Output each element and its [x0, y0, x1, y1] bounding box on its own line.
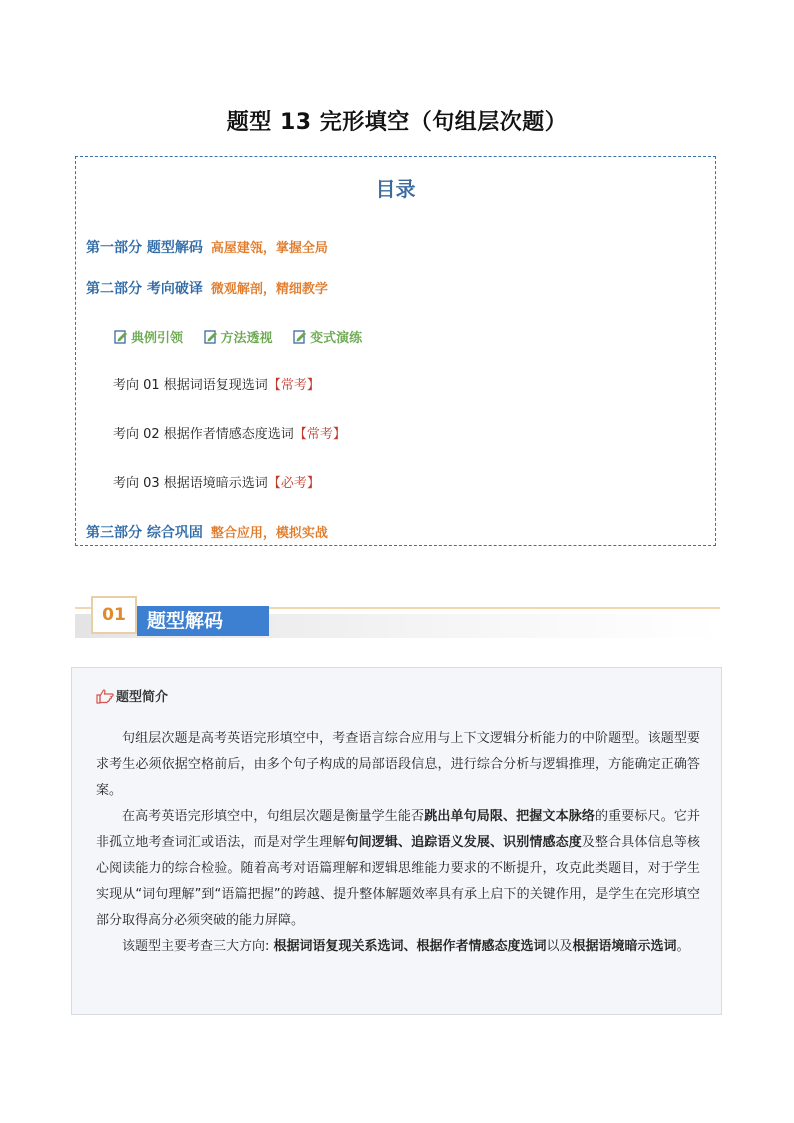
edit-note-icon: [114, 330, 128, 344]
kaoxiang-text: 考向 01 根据词语复现选词: [113, 378, 268, 393]
toc-part-3[interactable]: [86, 522, 328, 542]
intro-heading-text: 题型简介: [116, 690, 169, 705]
toc-tool-3[interactable]: [293, 327, 362, 346]
text-run: 。: [676, 939, 690, 954]
toc-part-2[interactable]: [86, 278, 328, 298]
intro-heading: [96, 686, 168, 705]
toc-tools: [114, 327, 378, 348]
pointing-hand-icon: [96, 688, 114, 704]
text-run: 该题型主要考查三大方向:: [122, 939, 274, 954]
emphasis-text: 根据语境暗示选词: [572, 939, 677, 954]
section-label: 题型解码: [137, 606, 269, 636]
toc-part-sub: 微观解剖，精细教学: [210, 282, 328, 297]
toc-kaoxiang-3[interactable]: [113, 472, 320, 491]
table-of-contents: [75, 156, 716, 546]
toc-kaoxiang-2[interactable]: [113, 423, 346, 442]
page-title: 题型 13 完形填空（句组层次题）: [226, 110, 568, 135]
toc-part-sub: 高屋建瓴，掌握全局: [210, 241, 328, 256]
toc-part-1[interactable]: [86, 237, 328, 257]
kaoxiang-tag: 【常考】: [267, 378, 320, 393]
emphasis-text: 跳出单句局限、把握文本脉络: [424, 809, 595, 824]
emphasis-text: 句间逻辑、追踪语义发展、识别情感态度: [345, 835, 582, 850]
toc-part-label: 第一部分 题型解码: [86, 240, 203, 256]
text-run: 以及: [546, 939, 573, 954]
toc-part-label: 第二部分 考向破译: [86, 281, 203, 297]
section-number: 01: [91, 596, 137, 634]
toc-part-label: 第三部分 综合巩固: [86, 525, 203, 541]
intro-paragraph-1: 句组层次题是高考英语完形填空中，考查语言综合应用与上下文逻辑分析能力的中阶题型。该题型要求考生必须依据空格前后，由多个句子构成的局部语段信息，进行综合分析与逻辑推理，方能确定正确答案。: [96, 731, 700, 798]
intro-body: [96, 726, 700, 960]
edit-note-icon: [204, 330, 218, 344]
toc-tool-2[interactable]: [204, 327, 273, 346]
text-run: 在高考英语完形填空中，句组层次题是衡量学生能否: [122, 809, 425, 824]
toc-part-sub: 整合应用，模拟实战: [210, 526, 328, 541]
toc-tool-label: 方法透视: [220, 331, 273, 346]
kaoxiang-text: 考向 03 根据语境暗示选词: [113, 476, 268, 491]
toc-tool-label: 典例引领: [131, 331, 184, 346]
kaoxiang-text: 考向 02 根据作者情感态度选词: [113, 427, 294, 442]
emphasis-text: 根据词语复现关系选词、根据作者情感态度选词: [273, 939, 547, 954]
toc-tool-1[interactable]: [114, 327, 183, 346]
toc-heading: 目录: [375, 177, 416, 201]
toc-kaoxiang-1[interactable]: [113, 374, 320, 393]
kaoxiang-tag: 【必考】: [267, 476, 320, 491]
toc-tool-label: 变式演练: [310, 331, 363, 346]
intro-paragraph-3: [96, 934, 700, 960]
text-run: 的重要标尺。它并非孤立地考查词汇或语法，而是对学生理解: [96, 809, 700, 850]
intro-paragraph-2: [96, 804, 700, 934]
intro-box: [71, 667, 722, 1015]
text-run: 及整合具体信息等核心阅读能力的综合检验。随着高考对语篇理解和逻辑思维能力要求的不断提升，攻克此类题目，对于学生实现从“词句理解”到“语篇把握”的跨越、提升整体解题效率具有承上启下的关键作用，是学生在完形填空部分取得高分必须突破的能力屏障。: [96, 835, 700, 928]
edit-note-icon: [293, 330, 307, 344]
kaoxiang-tag: 【常考】: [293, 427, 346, 442]
